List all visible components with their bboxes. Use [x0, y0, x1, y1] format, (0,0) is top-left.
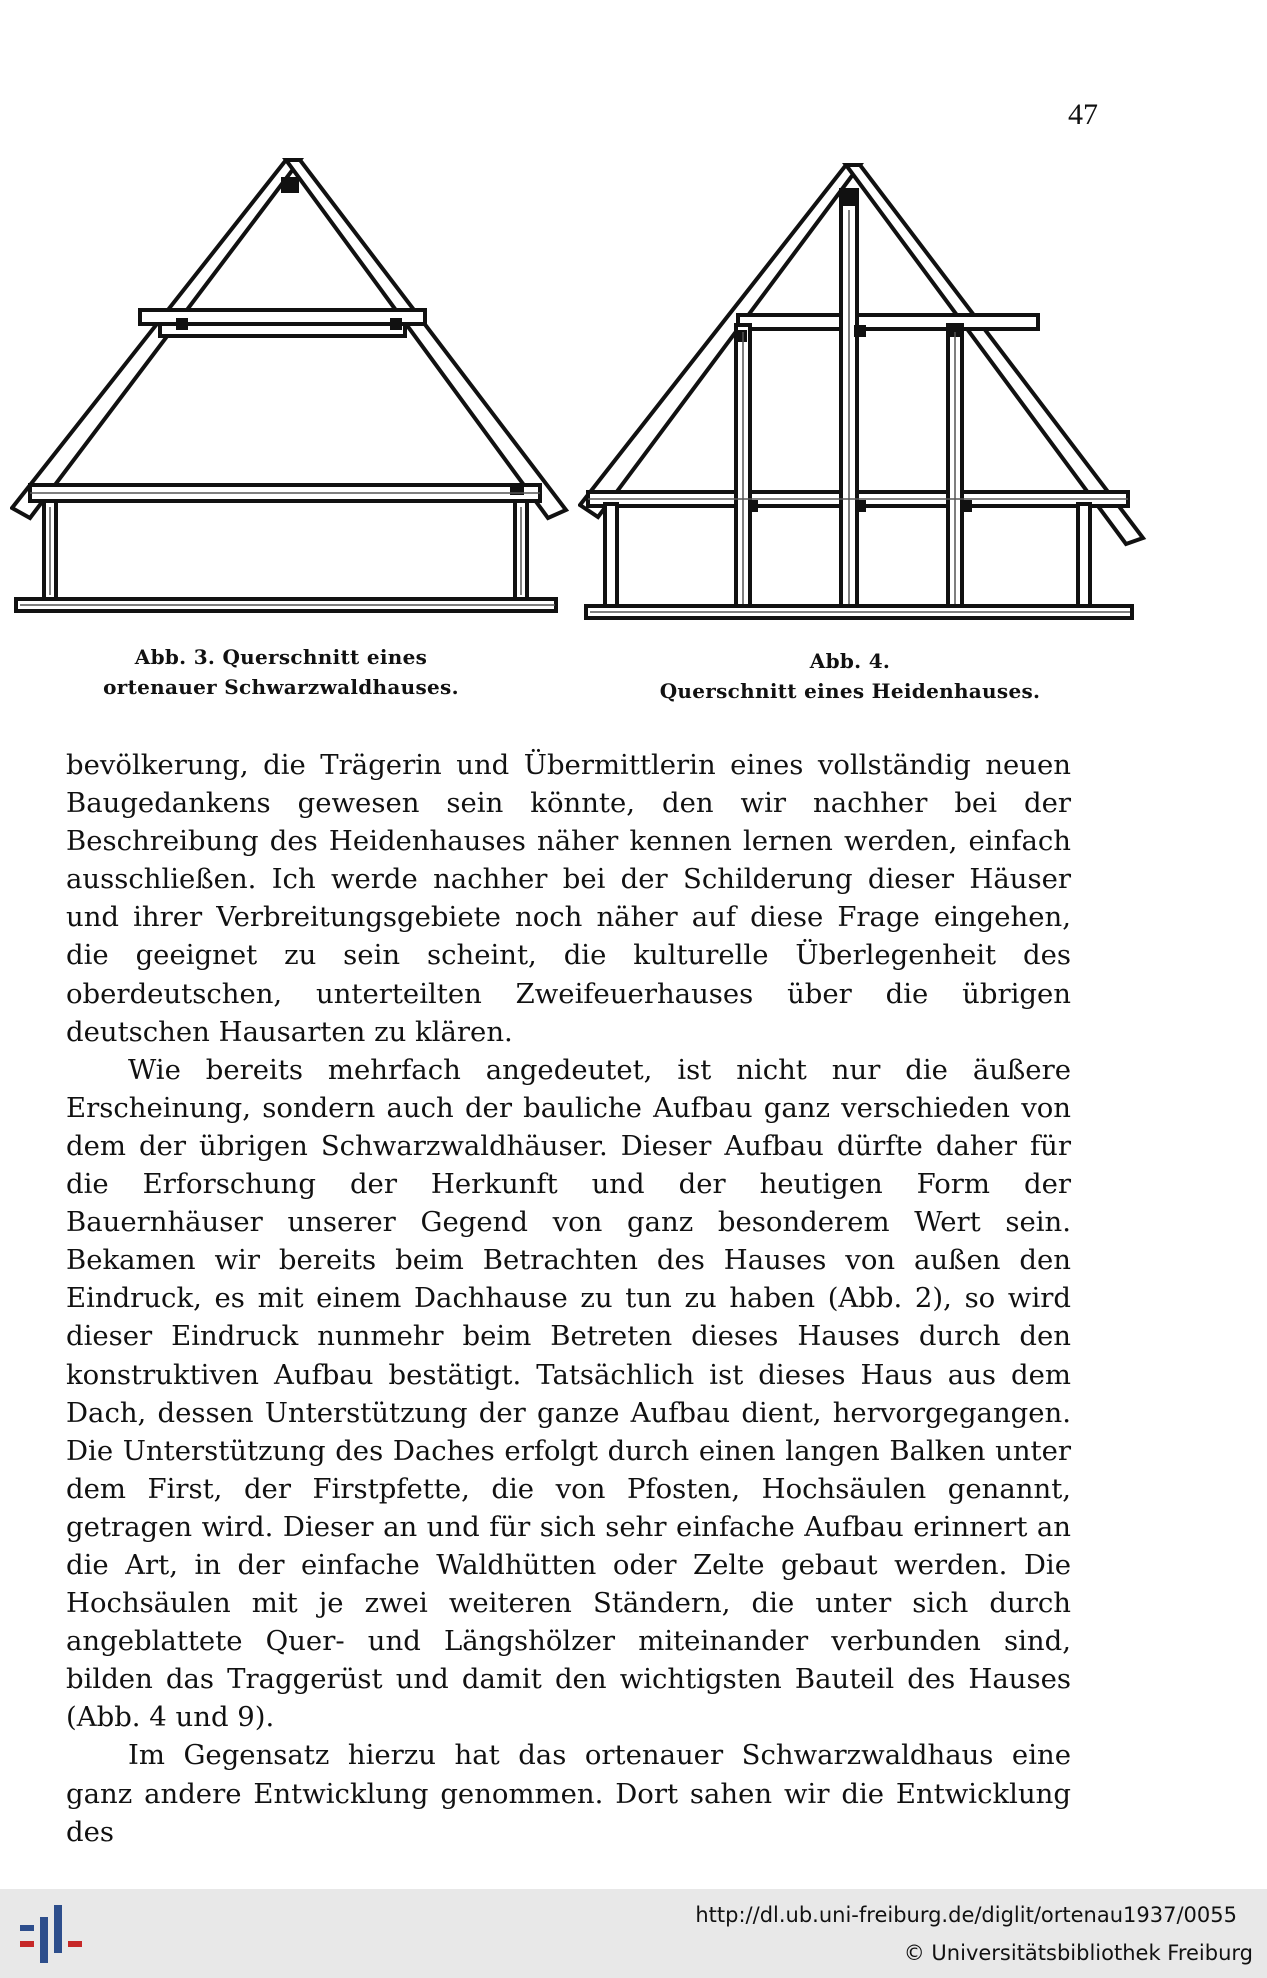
- cross-section-drawing-abb4: [578, 160, 1148, 625]
- figure-abb4: [578, 160, 1148, 625]
- caption-line: Abb. 3. Querschnitt eines: [134, 645, 428, 669]
- university-logo-icon: [14, 1899, 84, 1973]
- paragraph: bevölkerung, die Trägerin und Übermittlerin eines vollständig neuen Baugedankens gewesen sein könnte, den wir nachher bei der Beschreibung des Heidenhauses näher kennen lernen werden, einfach ausschließen. Ich werde nachher bei der Schilderung dieser Häuser und ihrer Verbreitungsgebiete noch näher auf diese Frage eingehen, die geeignet zu sein scheint, die kulturelle Überlegenheit des oberdeutschen, unterteilten Zweifeuerhauses über die übrigen deutschen Hausarten zu klären.: [66, 749, 1071, 1048]
- caption-line: Abb. 4.: [809, 649, 891, 673]
- footer-bar: [0, 1889, 1267, 1978]
- figure-caption-abb4: [640, 646, 1060, 706]
- paragraph: Im Gegensatz hierzu hat das ortenauer Schwarzwaldhaus eine ganz andere Entwicklung genommen. Dort sahen wir die Entwicklung des: [66, 1739, 1071, 1848]
- footer-copyright: © Universitätsbibliothek Freiburg: [903, 1941, 1253, 1965]
- cross-section-drawing-abb3: [10, 155, 570, 625]
- page-number: 47: [1068, 98, 1098, 131]
- figure-caption-abb3: [66, 642, 496, 702]
- paragraph: Wie bereits mehrfach angedeutet, ist nicht nur die äußere Erscheinung, sondern auch der bauliche Aufbau ganz verschieden von dem der übrigen Schwarzwaldhäuser. Dieser Aufbau dürfte daher für die Erforschung der Herkunft und der heutigen Form der Bauernhäuser unserer Gegend von ganz besonderem Wert sein. Bekamen wir bereits beim Betrachten des Hauses von außen den Eindruck, es mit einem Dachhause zu tun zu haben (Abb. 2), so wird dieser Eindruck nunmehr beim Betreten dieses Hauses durch den konstruktiven Aufbau bestätigt. Tatsächlich ist dieses Haus aus dem Dach, dessen Unterstützung der ganze Aufbau dient, hervorgegangen. Die Unterstützung des Daches erfolgt durch einen langen Balken unter dem First, der Firstpfette, die von Pfosten, Hochsäulen genannt, getragen wird. Dieser an und für sich sehr einfache Aufbau erinnert an die Art, in der einfache Waldhütten oder Zelte gebaut werden. Die Hochsäulen mit je zwei weiteren Ständern, die unter sich durch angeblattete Quer- und Längshölzer miteinander verbunden sind, bilden das Traggerüst und damit den wichtigsten Bauteil des Hauses (Abb. 4 und 9).: [66, 1053, 1071, 1734]
- body-text: [66, 746, 1071, 1851]
- figure-abb3: [10, 155, 570, 625]
- caption-line: Querschnitt eines Heidenhauses.: [659, 679, 1041, 703]
- caption-line: ortenauer Schwarzwaldhauses.: [103, 675, 459, 699]
- footer-url-link[interactable]: http://dl.ub.uni-freiburg.de/diglit/ortenau1937/0055: [695, 1903, 1237, 1927]
